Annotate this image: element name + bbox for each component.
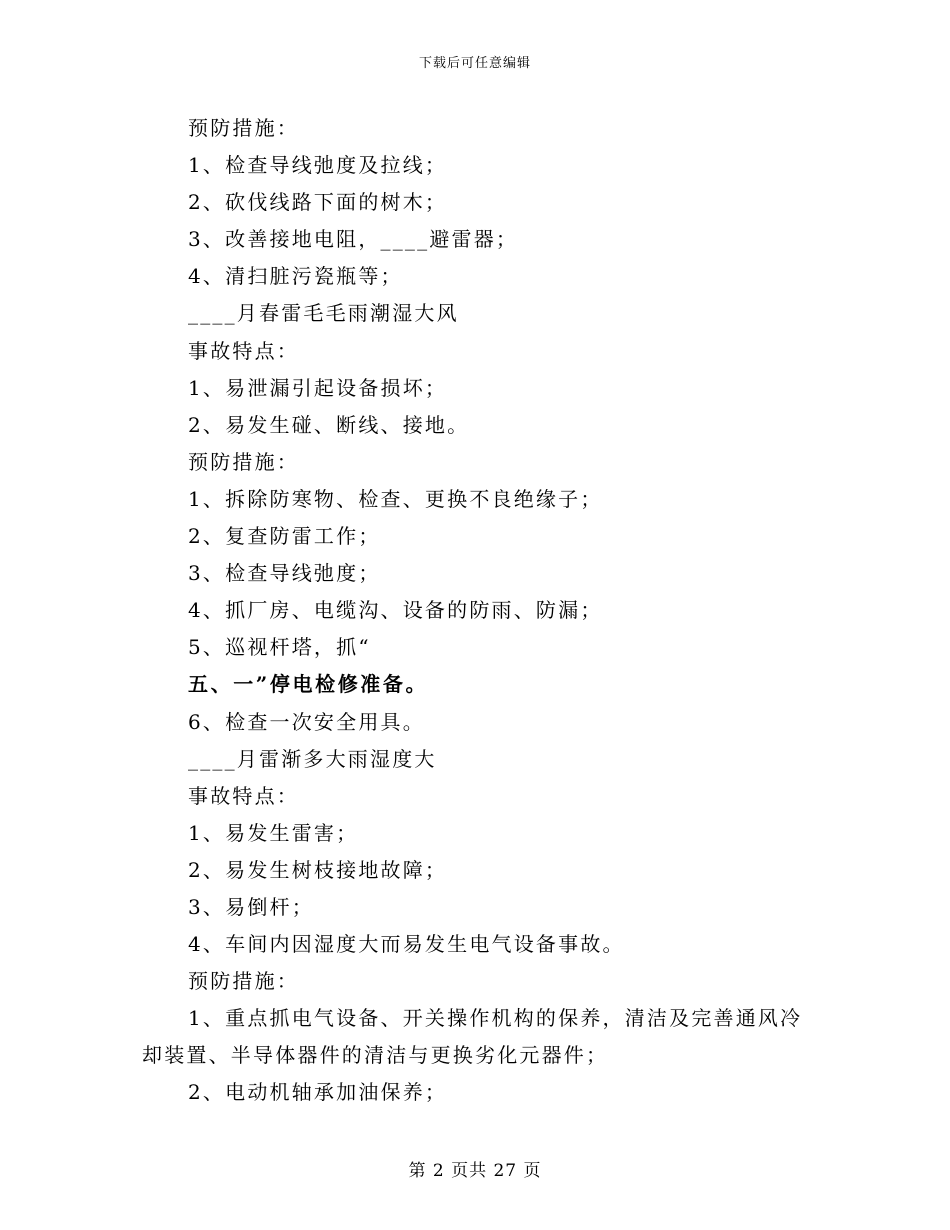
text-line: 事故特点：: [188, 783, 299, 808]
text-line: 3、检查导线弛度；: [188, 561, 381, 586]
page-header: 下载后可任意编辑: [418, 56, 531, 71]
text-line: 2、易发生树枝接地故障；: [188, 857, 448, 882]
section-heading: 五、一”停电检修准备。: [188, 672, 429, 697]
text-line: 3、易倒杆；: [188, 894, 314, 919]
text-line: 1、易发生雷害；: [188, 820, 359, 845]
text-line: 1、易泄漏引起设备损坏；: [188, 375, 448, 400]
text-line: 5、巡视杆塔，抓“: [188, 635, 371, 660]
text-line: 1、拆除防寒物、检查、更换不良绝缘子；: [188, 486, 603, 511]
text-line: 2、砍伐线路下面的树木；: [188, 190, 448, 215]
text-line: 6、检查一次安全用具。: [188, 709, 425, 734]
text-line: ____月春雷毛毛雨潮湿大风: [188, 301, 459, 326]
text-line: 1、检查导线弛度及拉线；: [188, 153, 448, 178]
text-line: 预防措施：: [188, 116, 299, 140]
text-line: 4、清扫脏污瓷瓶等；: [188, 264, 403, 289]
text-line: 3、改善接地电阻，____避雷器；: [188, 227, 519, 252]
document-body: [142, 110, 822, 1112]
text-line: 4、抓厂房、电缆沟、设备的防雨、防漏；: [188, 598, 603, 623]
text-line: 4、车间内因湿度大而易发生电气设备事故。: [188, 932, 625, 957]
page-footer: 第 2 页共 27 页: [408, 1161, 542, 1181]
text-line: 2、电动机轴承加油保养；: [188, 1080, 448, 1105]
text-line: 事故特点：: [188, 338, 299, 363]
wrapped-paragraph: 1、重点抓电气设备、开关操作机构的保养，清洁及完善通风冷却装置、半导体器件的清洁与更换劣化元器件；: [142, 1006, 803, 1068]
text-line: 预防措施：: [188, 969, 299, 994]
text-line: 预防措施：: [188, 449, 299, 474]
text-line: 2、易发生碰、断线、接地。: [188, 412, 470, 437]
text-line: 2、复查防雷工作；: [188, 524, 381, 549]
text-line: ____月雷渐多大雨湿度大: [188, 746, 437, 771]
